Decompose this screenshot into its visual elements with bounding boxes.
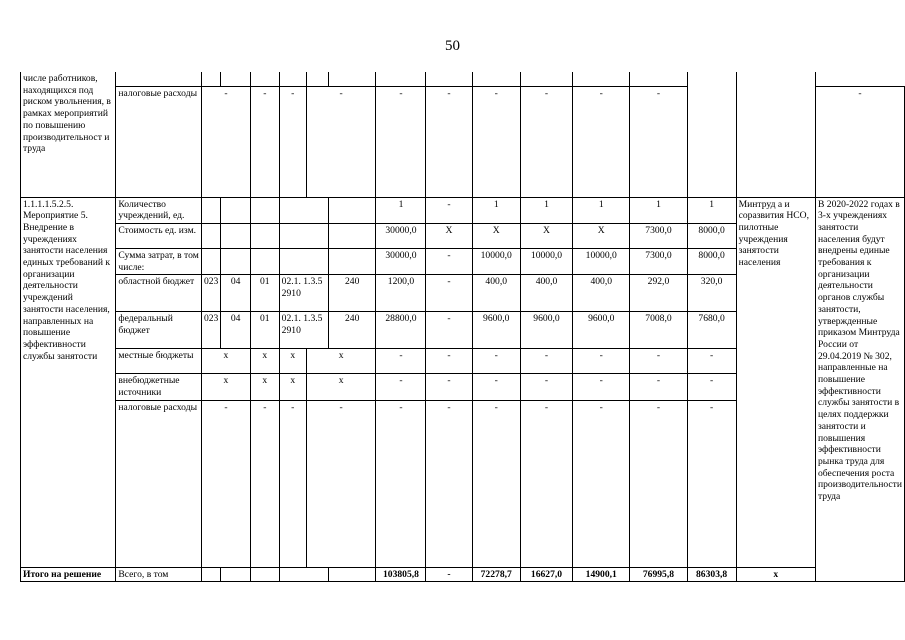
value-cell: - [472, 374, 520, 400]
value-cell: - [573, 374, 630, 400]
value-cell: 1 [472, 197, 520, 223]
row-name: налоговые расходы [116, 86, 202, 197]
code-cell: - [201, 400, 250, 567]
row-name: внебюджетные источники [116, 374, 202, 400]
value-cell: - [630, 86, 687, 197]
row-name: Всего, в том [116, 567, 202, 582]
total-row [21, 567, 905, 582]
total-value: 72278,7 [472, 567, 520, 582]
value-cell: - [520, 400, 572, 567]
row-name: Стоимость ед. изм. [116, 223, 202, 248]
value-cell: - [520, 349, 572, 374]
code-cell: x [279, 349, 306, 374]
value-cell: 10000,0 [472, 248, 520, 274]
value-cell: - [376, 400, 426, 567]
value-cell: 400,0 [573, 275, 630, 312]
total-value: - [426, 567, 472, 582]
value-cell: 8000,0 [687, 223, 736, 248]
value-cell: 9600,0 [472, 312, 520, 349]
executor-cell: Минтруд а и соразвития НСО, пилотные учреждения занятости населения [736, 197, 815, 567]
value-cell: 28800,0 [376, 312, 426, 349]
total-value: 103805,8 [376, 567, 426, 582]
value-cell: 1 [630, 197, 687, 223]
row-name: Количество учреждений, ед. [116, 197, 202, 223]
total-value: 76995,8 [630, 567, 687, 582]
total-executor: x [736, 567, 815, 582]
row-name: местные бюджеты [116, 349, 202, 374]
code-cell: x [201, 374, 250, 400]
code-cell: 240 [328, 312, 376, 349]
value-cell: - [520, 86, 572, 197]
row-name: областной бюджет [116, 275, 202, 312]
value-cell: 400,0 [472, 275, 520, 312]
value-cell: - [573, 86, 630, 197]
code-cell: 02.1. 1.3.5 2910 [279, 275, 328, 312]
total-value: 86303,8 [687, 567, 736, 582]
value-cell: 9600,0 [573, 312, 630, 349]
code-cell: - [279, 86, 306, 197]
code-cell: 04 [221, 312, 251, 349]
code-cell: 023 [201, 312, 220, 349]
value-cell: - [376, 374, 426, 400]
value-cell: - [472, 400, 520, 567]
result-cell: В 2020-2022 годах в 3-х учреждениях занятости населения будут внедрены единые требования к организации деятельности органов службы занятости, утвержденные приказом Минтруда России от 29.04.2019 № 302, направленные на повышение эффективности службы занятости в целях поддержки занятости и повышения эффективности рынка труда для обеспечения роста производительности труда [815, 197, 904, 582]
value-cell: - [687, 400, 736, 567]
code-cell: - [250, 400, 279, 567]
value-cell: - [426, 275, 472, 312]
table-row [21, 197, 905, 223]
value-cell: 10000,0 [520, 248, 572, 274]
table-row [21, 72, 905, 86]
value-cell: - [376, 86, 426, 197]
result-cell [736, 72, 815, 197]
value-cell: - [426, 312, 472, 349]
code-cell: - [250, 86, 279, 197]
row-name: налоговые расходы [116, 400, 202, 567]
value-cell: 9600,0 [520, 312, 572, 349]
code-cell: x [279, 374, 306, 400]
value-cell: - [687, 349, 736, 374]
value-cell: X [472, 223, 520, 248]
value-cell: - [426, 197, 472, 223]
event-description: числе работников, находящихся под риском увольнения, в рамках мероприятий по повышению производительност и труда [21, 72, 116, 197]
value-cell: 7300,0 [630, 248, 687, 274]
value-cell: - [426, 374, 472, 400]
budget-table [20, 72, 905, 582]
code-cell: - [201, 86, 250, 197]
value-cell: 1 [573, 197, 630, 223]
code-cell: x [306, 374, 376, 400]
code-cell: 04 [221, 275, 251, 312]
value-cell: - [472, 86, 520, 197]
code-cell: 01 [250, 312, 279, 349]
code-cell: 023 [201, 275, 220, 312]
code-cell: 02.1. 1.3.5 2910 [279, 312, 328, 349]
value-cell: - [520, 374, 572, 400]
executor-cell [687, 72, 736, 197]
value-cell: 1 [376, 197, 426, 223]
code-cell: x [201, 349, 250, 374]
value-cell: X [573, 223, 630, 248]
code-cell: x [250, 349, 279, 374]
value-cell: X [520, 223, 572, 248]
value-cell: - [687, 374, 736, 400]
value-cell: - [426, 86, 472, 197]
row-name: Сумма затрат, в том числе: [116, 248, 202, 274]
value-cell: 1 [520, 197, 572, 223]
value-cell: 320,0 [687, 275, 736, 312]
value-cell: - [426, 248, 472, 274]
code-cell: 01 [250, 275, 279, 312]
value-cell: 30000,0 [376, 223, 426, 248]
value-cell: 7300,0 [630, 223, 687, 248]
code-cell: - [306, 86, 376, 197]
row-name: федеральный бюджет [116, 312, 202, 349]
value-cell: 30000,0 [376, 248, 426, 274]
value-cell: 400,0 [520, 275, 572, 312]
value-cell: 7680,0 [687, 312, 736, 349]
value-cell: - [815, 86, 904, 197]
code-cell: - [279, 400, 306, 567]
value-cell: X [426, 223, 472, 248]
total-label: Итого на решение [21, 567, 116, 582]
code-cell: 240 [328, 275, 376, 312]
value-cell: - [573, 400, 630, 567]
event-description: 1.1.1.1.5.2.5. Мероприятие 5. Внедрение в учреждениях занятости населения единых требований к организации деятельности учреждений занятости населения, направленных на повышение эффективности службы занятости [21, 197, 116, 567]
code-cell: - [306, 400, 376, 567]
value-cell: - [630, 349, 687, 374]
value-cell: 292,0 [630, 275, 687, 312]
total-value: 14900,1 [573, 567, 630, 582]
total-value: 16627,0 [520, 567, 572, 582]
value-cell: 7008,0 [630, 312, 687, 349]
page-number: 50 [445, 38, 460, 54]
value-cell: - [472, 349, 520, 374]
value-cell: - [426, 400, 472, 567]
value-cell: 8000,0 [687, 248, 736, 274]
value-cell: 1 [687, 197, 736, 223]
code-cell: x [306, 349, 376, 374]
value-cell: - [630, 400, 687, 567]
value-cell: - [376, 349, 426, 374]
value-cell: - [573, 349, 630, 374]
value-cell: - [426, 349, 472, 374]
value-cell: 1200,0 [376, 275, 426, 312]
value-cell: - [630, 374, 687, 400]
code-cell: x [250, 374, 279, 400]
value-cell: 10000,0 [573, 248, 630, 274]
